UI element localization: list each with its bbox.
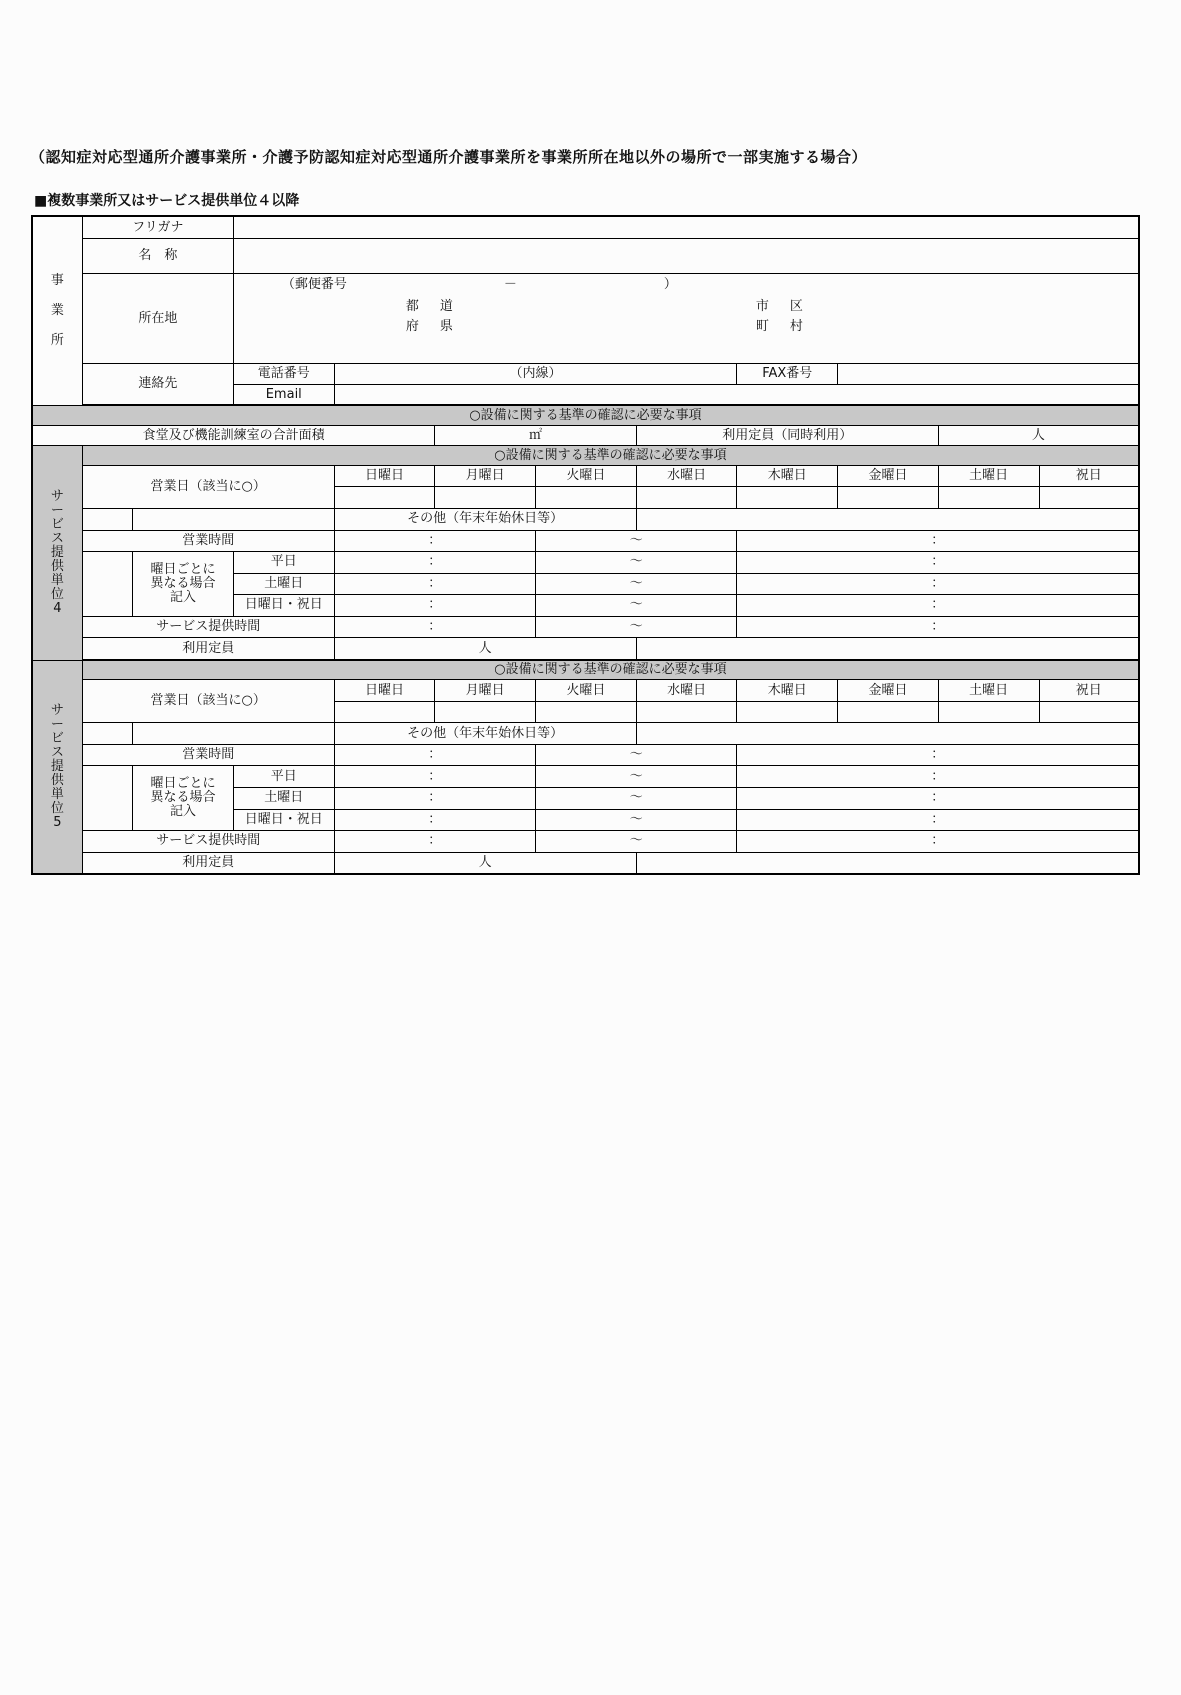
pref-to: 都 [405,298,419,314]
unit4-sv-start[interactable]: ： [334,616,535,638]
phone-label: 電話番号 [233,364,334,385]
unit5-per-day-note: 曜日ごとに 異なる場合 記入 [133,766,234,831]
unit5-wd-tilde: ～ [536,766,737,788]
furigana-input[interactable] [233,216,1139,239]
email-input[interactable] [334,384,1139,405]
pref-fu: 府 [405,318,419,334]
unit4-wd-start[interactable]: ： [334,552,535,574]
unit5-sunhol-label: 日曜日・祝日 [233,809,334,831]
unit4-day-thu-input[interactable] [737,487,838,509]
unit4-day-tue-input[interactable] [536,487,637,509]
postal-close: ） [663,276,677,292]
city-mura: 村 [789,318,803,334]
unit5-day-thu-input[interactable] [737,701,838,723]
capacity-label: 利用定員（同時利用） [636,425,938,446]
unit4-day-mon: 月曜日 [435,465,536,487]
unit4-bh-start[interactable]: ： [334,530,535,552]
unit5-section-header: ○設備に関する基準の確認に必要な事項 [82,660,1139,680]
unit5-capacity-blank [636,852,1139,874]
unit5-capacity-label: 利用定員 [82,852,334,874]
unit4-business-hours-label: 営業時間 [82,530,334,552]
unit4-day-fri: 金曜日 [838,465,939,487]
unit4-day-sun-input[interactable] [334,487,435,509]
pref-ken: 県 [439,318,453,334]
address-input[interactable] [233,273,1139,363]
unit5-day-mon: 月曜日 [435,680,536,702]
unit4-side-label: サ ー ビ ス 提 供 単 位 4 [32,446,82,660]
unit4-day-sat: 土曜日 [938,465,1039,487]
form-note: （認知症対応型通所介護事業所・介護予防認知症対応型通所介護事業所を事業所所在地以外の場所で一部実施する場合） [30,148,868,166]
unit4-sat-start[interactable]: ： [334,573,535,595]
contact-label: 連絡先 [82,364,233,405]
office-side-label: 事 業 所 [32,216,82,406]
unit4-day-sun: 日曜日 [334,465,435,487]
unit5-wd-end[interactable]: ： [737,766,1139,788]
name-input[interactable] [233,239,1139,274]
unit5-day-tue: 火曜日 [536,680,637,702]
unit4-sh-tilde: ～ [536,595,737,617]
unit4-wd-tilde: ～ [536,552,737,574]
unit4-day-sat-input[interactable] [938,487,1039,509]
pref-do: 道 [439,298,453,314]
unit5-sh-end[interactable]: ： [737,809,1139,831]
unit4-bh-tilde: ～ [536,530,737,552]
city-machi: 町 [755,318,769,334]
email-label: Email [233,384,334,405]
fax-input[interactable] [838,364,1139,385]
unit4-per-day-note: 曜日ごとに 異なる場合 記入 [133,552,234,617]
unit5-bh-end[interactable]: ： [737,744,1139,766]
area-input[interactable] [435,425,636,446]
unit4-service-hours-label: サービス提供時間 [82,616,334,638]
unit5-sat-tilde: ～ [536,788,737,810]
unit4-day-fri-input[interactable] [838,487,939,509]
unit5-bh-start[interactable]: ： [334,744,535,766]
unit5-day-mon-input[interactable] [435,701,536,723]
name-label: 名 称 [82,239,233,274]
unit4-section-header: ○設備に関する基準の確認に必要な事項 [82,446,1139,466]
unit4-day-tue: 火曜日 [536,465,637,487]
unit5-day-tue-input[interactable] [536,701,637,723]
unit5-sh-tilde: ～ [536,809,737,831]
unit5-day-wed: 水曜日 [636,680,737,702]
unit5-sv-start[interactable]: ： [334,831,535,853]
unit5-day-sun-input[interactable] [334,701,435,723]
unit4-sh-start[interactable]: ： [334,595,535,617]
phone-input[interactable] [334,364,737,385]
city-ku: 区 [789,298,803,314]
unit5-day-fri: 金曜日 [838,680,939,702]
fax-label: FAX番号 [737,364,838,385]
unit5-business-hours-label: 営業時間 [82,744,334,766]
unit5-sh-start[interactable]: ： [334,809,535,831]
unit5-other-label: その他（年末年始休日等） [334,723,636,745]
unit5-day-sun: 日曜日 [334,680,435,702]
unit5-business-days-label: 営業日（該当に○） [82,680,334,723]
unit5-weekday-label: 平日 [233,766,334,788]
unit5-bh-tilde: ～ [536,744,737,766]
unit4-capacity-input[interactable]: 人 [334,638,636,660]
unit4-day-hol: 祝日 [1039,465,1139,487]
unit5-day-hol-input[interactable] [1039,701,1139,723]
unit4-business-days-label: 営業日（該当に○） [82,465,334,508]
unit4-bh-end[interactable]: ： [737,530,1139,552]
unit4-sat-tilde: ～ [536,573,737,595]
unit5-day-fri-input[interactable] [838,701,939,723]
unit5-sat-end[interactable]: ： [737,788,1139,810]
unit5-sat-start[interactable]: ： [334,788,535,810]
unit4-saturday-label: 土曜日 [233,573,334,595]
unit4-other-label: その他（年末年始休日等） [334,508,636,530]
capacity-input[interactable] [938,425,1139,446]
unit5-day-wed-input[interactable] [636,701,737,723]
unit5-saturday-label: 土曜日 [233,788,334,810]
postal-open: （郵便番号 [281,276,347,292]
facility-section-header: ○設備に関する基準の確認に必要な事項 [32,406,1139,426]
postal-dash: － [503,276,517,292]
form-subtitle: ■複数事業所又はサービス提供単位４以降 [34,193,300,209]
unit4-sv-tilde: ～ [536,616,737,638]
unit4-sh-end[interactable]: ： [737,595,1139,617]
unit5-day-thu: 木曜日 [737,680,838,702]
address-label: 所在地 [82,273,233,363]
application-form-table [31,215,1140,875]
unit5-wd-start[interactable]: ： [334,766,535,788]
unit5-side-label: サ ー ビ ス 提 供 単 位 5 [32,660,82,874]
unit5-service-hours-label: サービス提供時間 [82,831,334,853]
unit4-day-thu: 木曜日 [737,465,838,487]
furigana-label: フリガナ [82,216,233,239]
unit5-sv-tilde: ～ [536,831,737,853]
unit4-capacity-blank [636,638,1139,660]
unit4-day-hol-input[interactable] [1039,487,1139,509]
unit4-day-wed-input[interactable] [636,487,737,509]
unit5-day-sat-input[interactable] [938,701,1039,723]
unit4-sunhol-label: 日曜日・祝日 [233,595,334,617]
unit5-day-hol: 祝日 [1039,680,1139,702]
unit4-day-mon-input[interactable] [435,487,536,509]
unit4-day-wed: 水曜日 [636,465,737,487]
unit4-wd-end[interactable]: ： [737,552,1139,574]
unit4-other-input[interactable] [636,508,1139,530]
extension-label: （内線） [509,366,562,382]
unit4-capacity-label: 利用定員 [82,638,334,660]
unit5-sv-end[interactable]: ： [737,831,1139,853]
unit5-day-sat: 土曜日 [938,680,1039,702]
city-shi: 市 [755,298,769,314]
area-label: 食堂及び機能訓練室の合計面積 [32,425,435,446]
capacity-unit: 人 [1031,427,1045,443]
area-unit: ㎡ [529,427,543,443]
unit5-other-input[interactable] [636,723,1139,745]
unit4-sat-end[interactable]: ： [737,573,1139,595]
unit4-sv-end[interactable]: ： [737,616,1139,638]
unit5-capacity-input[interactable]: 人 [334,852,636,874]
unit4-weekday-label: 平日 [233,552,334,574]
